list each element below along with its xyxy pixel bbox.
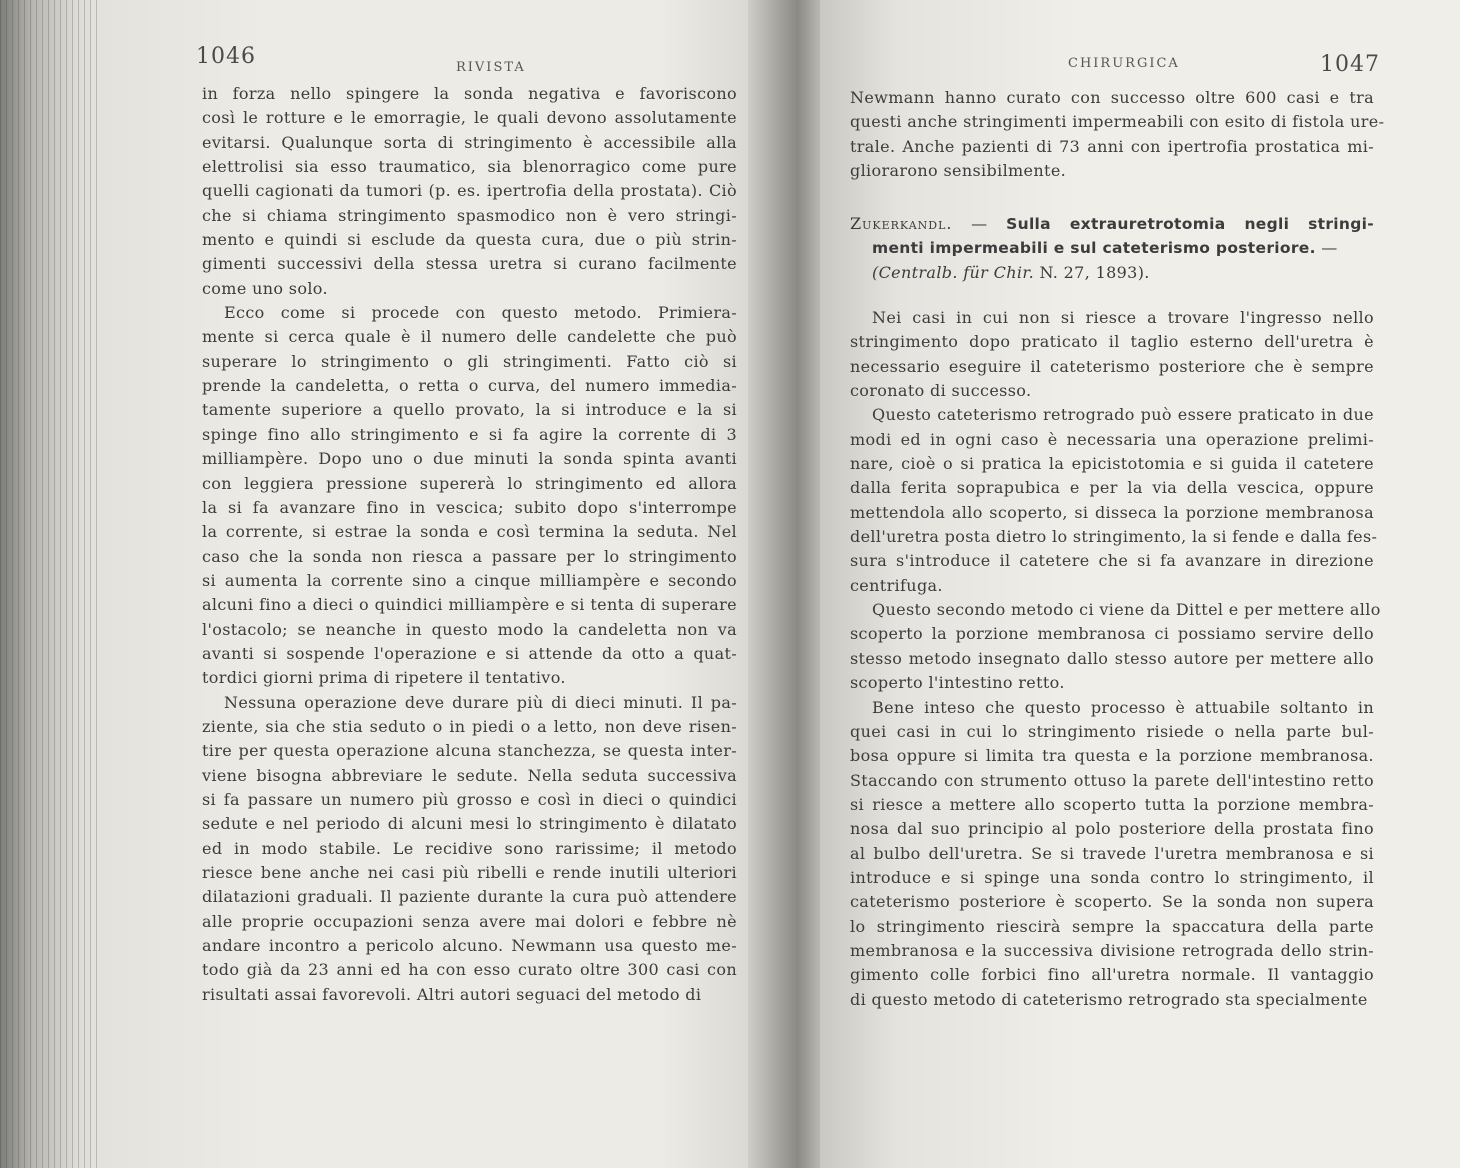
text-line: todo già da 23 anni ed ha con esso curato oltre 300 casi con bbox=[202, 960, 737, 980]
text-line: Nessuna operazione deve durare più di dieci minuti. Il pa- bbox=[224, 692, 737, 712]
left-text-column bbox=[202, 82, 737, 1007]
text-line: l'ostacolo; se neanche in questo modo la candeletta non va bbox=[202, 619, 737, 639]
text-line: alcuni fino a dieci o quindici milliampère e si tenta di superare bbox=[202, 595, 737, 615]
text-line: Questo cateterismo retrogrado può essere praticato in due bbox=[872, 405, 1374, 425]
text-line: quelli cagionati da tumori (p. es. ipertrofia della prostata). Ciò bbox=[202, 181, 737, 201]
article-dash2: — bbox=[1321, 238, 1338, 258]
text-line: Questo secondo metodo ci viene da Dittel e per mettere allo bbox=[872, 600, 1381, 620]
right-page bbox=[820, 0, 1460, 1168]
text-line: con leggiera pressione supererà lo stringimento ed allora bbox=[202, 473, 737, 493]
text-line: alle proprie occupazioni senza avere mai dolori e febbre nè bbox=[202, 911, 737, 931]
text-line: dilatazioni graduali. Il paziente durante la cura può attendere bbox=[202, 887, 737, 907]
text-line: mento e quindi si esclude da questa cura, due o più strin- bbox=[202, 230, 737, 250]
text-line: ziente, sia che stia seduto o in piedi o a letto, non deve risen- bbox=[202, 716, 737, 736]
text-line: si riesce a mettere allo scoperto tutta la porzione membra- bbox=[850, 794, 1374, 814]
text-line: modi ed in ogni caso è necessaria una operazione prelimi- bbox=[850, 429, 1374, 449]
text-line: Staccando con strumento ottuso la parete dell'intestino retto bbox=[850, 770, 1374, 790]
text-line: lo stringimento riescirà sempre la spaccatura della parte bbox=[850, 916, 1374, 936]
text-line: Bene inteso che questo processo è attuabile soltanto in bbox=[872, 697, 1374, 717]
article-title-line1: Sulla extrauretrotomia negli stringi- bbox=[1006, 215, 1374, 233]
article-heading bbox=[850, 212, 1374, 285]
text-line: trale. Anche pazienti di 73 anni con ipertrofia prostatica mi- bbox=[850, 136, 1374, 156]
text-line: superare lo stringimento o gli stringimenti. Fatto ciò si bbox=[202, 351, 737, 371]
left-page bbox=[100, 0, 760, 1168]
text-line: nosa dal suo principio al polo posteriore della prostata fino bbox=[850, 819, 1374, 839]
text-line: così le rotture e le emorragie, le quali devono assolutamente bbox=[202, 108, 737, 128]
text-line: prende la candeletta, o retta o curva, del numero immedia- bbox=[202, 376, 737, 396]
text-line: cateterismo posteriore è scoperto. Se la sonda non supera bbox=[850, 892, 1374, 912]
right-text-column bbox=[850, 306, 1381, 1012]
text-line: Newmann hanno curato con successo oltre 600 casi e tra bbox=[850, 88, 1374, 107]
text-line: mente si cerca quale è il numero delle candelette che può bbox=[202, 327, 737, 347]
text-line: scoperto l'intestino retto. bbox=[850, 673, 1065, 693]
text-line: dalla ferita soprapubica e per la via della vescica, oppure bbox=[850, 478, 1374, 498]
running-head-right: CHIRURGICA bbox=[1068, 56, 1180, 71]
text-line: sedute e nel periodo di alcuni mesi lo stringimento è dilatato bbox=[202, 814, 737, 834]
page-number-right: 1047 bbox=[1320, 52, 1380, 77]
text-line: la si fa avanzare fino in vescica; subito dopo s'interrompe bbox=[202, 497, 737, 517]
text-line: caso che la sonda non riesca a passare per lo stringimento bbox=[202, 546, 737, 566]
text-line: evitarsi. Qualunque sorta di stringimento è accessibile alla bbox=[202, 132, 737, 152]
text-line: gimenti successivi della stessa uretra si curano facilmente bbox=[202, 254, 737, 274]
text-line: tamente superiore a quello provato, la si introduce e la si bbox=[202, 400, 737, 420]
text-line: riesce bene anche nei casi più ribelli e rende inutili ulteriori bbox=[202, 863, 737, 882]
text-line: necessario eseguire il cateterismo posteriore che è sempre bbox=[850, 356, 1374, 376]
text-line: sura s'introduce il catetere che si fa avanzare in direzione bbox=[850, 551, 1374, 571]
text-line: scoperto la porzione membranosa ci possiamo servire dello bbox=[850, 624, 1374, 644]
text-line: si aumenta la corrente sino a cinque milliampère e secondo bbox=[202, 570, 737, 590]
text-line: questi anche stringimenti impermeabili con esito di fistola ure- bbox=[850, 112, 1385, 132]
text-line: di questo metodo di cateterismo retrogrado sta specialmente bbox=[850, 989, 1368, 1009]
article-author: Zukerkandl. bbox=[850, 214, 953, 233]
text-line: si fa passare un numero più grosso e così in dieci o quindici bbox=[202, 789, 737, 809]
page-number-left: 1046 bbox=[196, 44, 256, 69]
text-line: gimento colle forbici fino all'uretra normale. Il vantaggio bbox=[850, 965, 1374, 985]
text-line: tire per questa operazione alcuna stanchezza, se questa inter- bbox=[202, 741, 737, 761]
text-line: la corrente, si estrae la sonda e così termina la seduta. Nel bbox=[202, 522, 737, 542]
text-line: in forza nello spingere la sonda negativa e favoriscono bbox=[202, 84, 737, 103]
text-line: andare incontro a pericolo alcuno. Newmann usa questo me- bbox=[202, 936, 737, 956]
text-line: risultati assai favorevoli. Altri autori seguaci del metodo di bbox=[202, 984, 702, 1004]
text-line: gliorarono sensibilmente. bbox=[850, 161, 1067, 181]
text-line: mettendola allo scoperto, si disseca la porzione membranosa bbox=[850, 502, 1374, 522]
text-line: nare, cioè o si pratica la epicistotomia e si guida il catetere bbox=[850, 454, 1374, 474]
text-line: come uno solo. bbox=[202, 278, 328, 298]
text-line: quei casi in cui lo stringimento risiede o nella parte bul- bbox=[850, 721, 1374, 741]
article-title-line2: menti impermeabili e sul cateterismo posteriore. bbox=[872, 239, 1316, 258]
right-intro-text bbox=[850, 86, 1385, 183]
text-line: centrifuga. bbox=[850, 575, 943, 595]
text-line: stringimento dopo praticato il taglio esterno dell'uretra è bbox=[850, 332, 1374, 352]
text-line: al bulbo dell'uretra. Se si travede l'uretra membranosa e si bbox=[850, 843, 1374, 863]
text-line: avanti si sospende l'operazione e si attende da otto a quat- bbox=[202, 643, 737, 663]
text-line: elettrolisi sia esso traumatico, sia blenorragico come pure bbox=[202, 157, 737, 177]
text-line: Ecco come si procede con questo metodo. Primiera- bbox=[224, 303, 737, 323]
text-line: Nei casi in cui non si riesce a trovare l'ingresso nello bbox=[872, 308, 1374, 327]
text-line: coronato di successo. bbox=[850, 381, 1032, 401]
article-source: (Centralb. für Chir. bbox=[872, 262, 1035, 282]
text-line: introduce e si spinge una sonda contro lo stringimento, il bbox=[850, 867, 1374, 887]
text-line: bosa oppure si limita tra questa e la porzione membranosa. bbox=[850, 746, 1374, 766]
text-line: viene bisogna abbreviare le sedute. Nella seduta successiva bbox=[202, 765, 737, 785]
text-line: dell'uretra posta dietro lo stringimento, la si fende e dalla fes- bbox=[850, 527, 1378, 547]
page-stack-edge bbox=[0, 0, 110, 1168]
text-line: spinge fino allo stringimento e si fa agire la corrente di 3 bbox=[202, 424, 737, 444]
article-source-rest: N. 27, 1893). bbox=[1039, 262, 1150, 282]
running-head-left: RIVISTA bbox=[456, 60, 526, 75]
text-line: membranosa e la successiva divisione retrograda dello strin- bbox=[850, 940, 1374, 960]
text-line: che si chiama stringimento spasmodico non è vero stringi- bbox=[202, 205, 737, 225]
text-line: stesso metodo insegnato dallo stesso autore per mettere allo bbox=[850, 648, 1374, 668]
text-line: tordici giorni prima di ripetere il tentativo. bbox=[202, 668, 566, 688]
text-line: ed in modo stabile. Le recidive sono rarissime; il metodo bbox=[202, 838, 737, 858]
article-dash: — bbox=[971, 214, 988, 233]
text-line: milliampère. Dopo uno o due minuti la sonda spinta avanti bbox=[202, 449, 737, 469]
